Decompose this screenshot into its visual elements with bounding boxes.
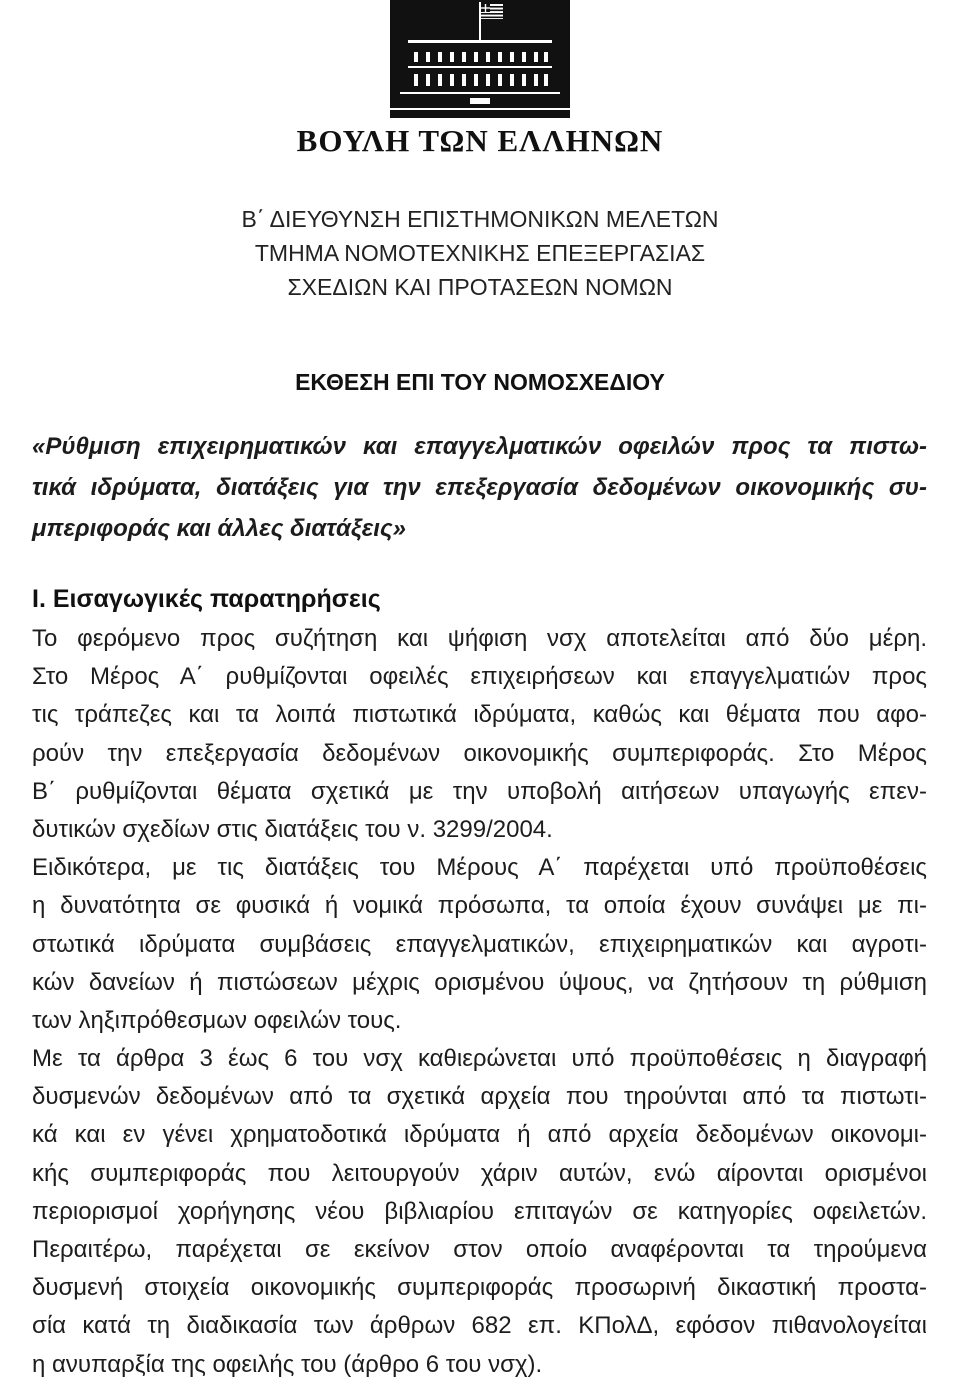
body-line: δυτικών σχεδίων στις διατάξεις του ν. 3299/2004. [32, 815, 553, 843]
body-line: κής συμπεριφοράς που λειτουργούν χάριν αυτών, ενώ αίρονται ορισμένοι [32, 1159, 927, 1187]
body-line: Ειδικότερα, με τις διατάξεις του Μέρους Α΄ παρέχεται υπό προϋποθέσεις [32, 854, 927, 882]
body-line: Με τα άρθρα 3 έως 6 του νσχ καθιερώνεται υπό προϋποθέσεις η διαγραφή [32, 1045, 927, 1073]
parliament-logo [390, 0, 570, 124]
department-line-3: ΣΧΕΔΙΩΝ ΚΑΙ ΠΡΟΤΑΣΕΩΝ ΝΟΜΩΝ [287, 274, 673, 300]
body-line: Περαιτέρω, παρέχεται σε εκείνον στον οποίο αναφέρονται τα τηρούμενα [32, 1236, 927, 1263]
body-text [32, 620, 927, 1384]
body-line: σία κατά τη διαδικασία των άρθρων 682 επ. ΚΠολΔ, εφόσον πιθανολογείται [32, 1312, 927, 1340]
report-title: ΕΚΘΕΣΗ ΕΠΙ ΤΟΥ ΝΟΜΟΣΧΕΔΙΟΥ [295, 369, 665, 395]
bill-title [32, 426, 927, 549]
bill-title-line: «Ρύθμιση επιχειρηματικών και επαγγελματικών οφειλών προς τα πιστω- [32, 433, 927, 460]
body-line: η ανυπαρξία της οφειλής του (άρθρο 6 του νσχ). [32, 1350, 543, 1378]
section-heading: Ι. Εισαγωγικές παρατηρήσεις [32, 585, 381, 613]
body-line: Το φερόμενο προς συζήτηση και ψήφιση νσχ αποτελείται από δύο μέρη. [32, 625, 927, 652]
body-line: τις τράπεζες και τα λοιπά πιστωτικά ιδρύματα, καθώς και θέματα που αφο- [32, 701, 927, 729]
body-line: Στο Μέρος Α΄ ρυθμίζονται οφειλές επιχειρήσεων και επαγγελματιών προς [32, 663, 927, 691]
body-line: στωτικά ιδρύματα συμβάσεις επαγγελματικών, επιχειρηματικών και αγροτι- [32, 930, 927, 958]
body-line: η δυνατότητα σε φυσικά ή νομικά πρόσωπα, τα οποία έχουν συνάψει με πι- [32, 892, 927, 920]
parliament-building-icon [390, 0, 570, 124]
body-line: Β΄ ρυθμίζονται θέματα σχετικά με την υποβολή αιτήσεων υπαγωγής επεν- [32, 777, 927, 805]
department-line-2: ΤΜΗΜΑ ΝΟΜΟΤΕΧΝΙΚΗΣ ΕΠΕΞΕΡΓΑΣΙΑΣ [254, 240, 706, 266]
department-line-1: Β΄ ΔΙΕΥΘΥΝΣΗ ΕΠΙΣΤΗΜΟΝΙΚΩΝ ΜΕΛΕΤΩΝ [241, 206, 719, 232]
body-line: κών δανείων ή πιστώσεων μέχρις ορισμένου ύψους, να ζητήσουν τη ρύθμιση [32, 968, 927, 996]
bill-title-line: τικά ιδρύματα, διατάξεις για την επεξεργασία δεδομένων οικονομικής συ- [32, 474, 927, 501]
institution-name: ΒΟΥΛΗ ΤΩΝ ΕΛΛΗΝΩΝ [296, 123, 664, 158]
bill-title-line: μπεριφοράς και άλλες διατάξεις» [32, 515, 406, 542]
body-line: περιορισμοί χορήγησης νέου βιβλιαρίου επιταγών σε κατηγορίες οφειλετών. [32, 1197, 927, 1225]
body-line: ρούν την επεξεργασία δεδομένων οικονομικής συμπεριφοράς. Στο Μέρος [32, 739, 927, 767]
body-line: των ληξιπρόθεσμων οφειλών τους. [32, 1006, 402, 1034]
body-line: κά και εν γένει χρηματοδοτικά ιδρύματα ή από αρχεία δεδομένων οικονομι- [32, 1121, 927, 1149]
body-line: δυσμενή στοιχεία οικονομικής συμπεριφοράς προσωρινή δικαστική προστα- [32, 1274, 927, 1302]
body-line: δυσμενών δεδομένων από τα σχετικά αρχεία που τηρούνται από τα πιστωτι- [32, 1083, 927, 1111]
